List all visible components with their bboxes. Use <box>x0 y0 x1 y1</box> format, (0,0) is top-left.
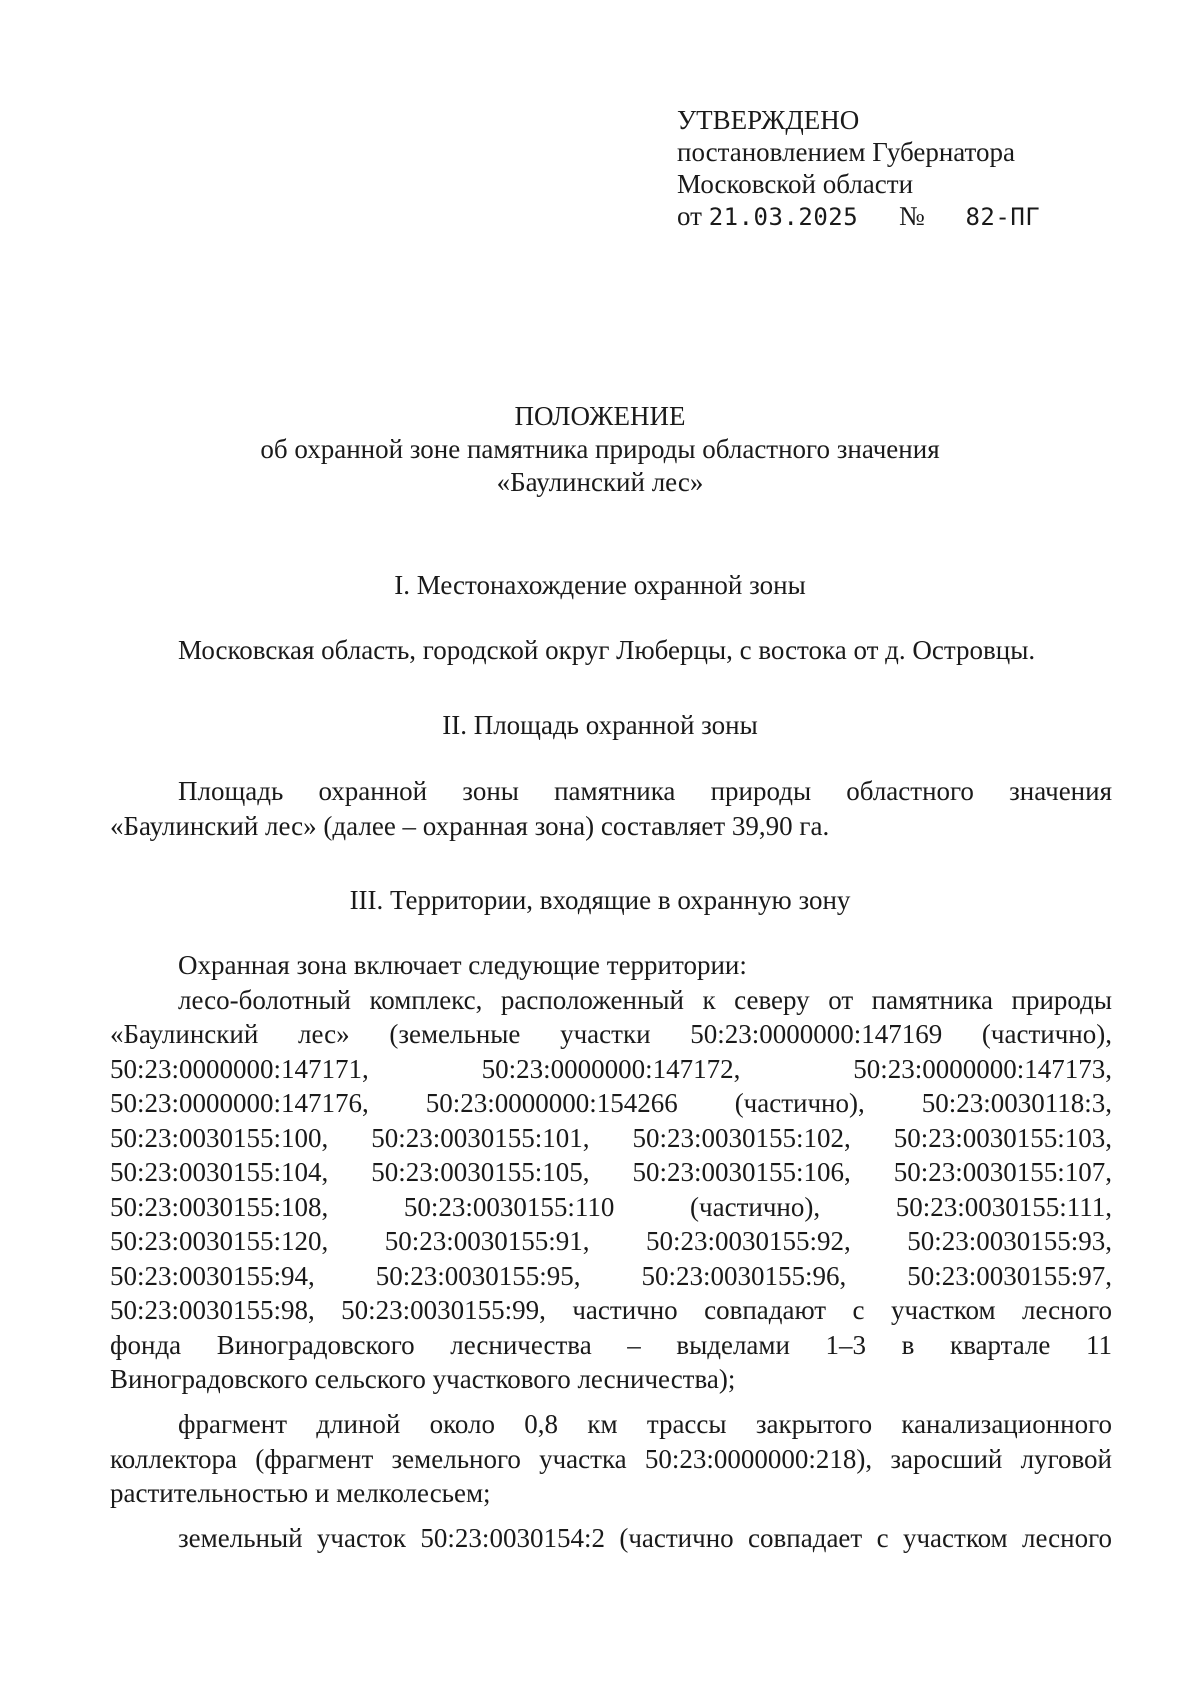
code-item: 50:23:0030155:108, <box>110 1191 329 1222</box>
approval-number-sign: № <box>898 201 925 231</box>
code-item: 50:23:0030155:102, <box>632 1122 851 1153</box>
item1-line12: Виноградовского сельского участкового лесничества); <box>110 1364 736 1394</box>
item1-line1: лесо-болотный комплекс, расположенный к северу от памятника природы <box>178 984 1112 1015</box>
item2-line3: растительностью и мелколесьем; <box>110 1478 491 1508</box>
item1-line10: 50:23:0030155:98, 50:23:0030155:99, частично совпадают с участком лесного <box>110 1295 1112 1325</box>
section3-intro: Охранная зона включает следующие территории: <box>178 950 747 980</box>
title-subject: об охранной зоне памятника природы областного значения <box>260 434 940 464</box>
code-item: 50:23:0030155:104, <box>110 1157 329 1187</box>
code-item: 50:23:0030155:111, <box>895 1191 1112 1222</box>
item2-line2: коллектора (фрагмент земельного участка 50:23:0000000:218), заросший луговой <box>110 1443 1112 1474</box>
code-item: 50:23:0030155:94, <box>110 1260 315 1291</box>
item3-line1: земельный участок 50:23:0030154:2 (частично совпадает с участком лесного <box>178 1523 1112 1553</box>
code-row <box>110 1224 1112 1259</box>
section2-text <box>110 774 1112 843</box>
approval-resolution: постановлением Губернатора <box>677 137 1015 167</box>
code-item: 50:23:0000000:147172, <box>481 1053 741 1084</box>
code-item: 50:23:0030155:101, <box>371 1122 590 1153</box>
section2-line1: Площадь охранной зоны памятника природы областного значения <box>178 776 1112 806</box>
approval-title: УТВЕРЖДЕНО <box>677 105 860 135</box>
code-row <box>110 1155 1112 1190</box>
section2-heading: II. Площадь охранной зоны <box>442 710 758 740</box>
code-item: 50:23:0030155:105, <box>371 1157 590 1187</box>
code-item: 50:23:0030155:91, <box>384 1226 590 1256</box>
code-item: 50:23:0000000:147171, <box>110 1053 369 1084</box>
code-item: 50:23:0030155:106, <box>632 1157 851 1187</box>
code-item: 50:23:0000000:147173, <box>853 1053 1112 1084</box>
code-item: 50:23:0030118:3, <box>921 1088 1112 1118</box>
approval-stamp <box>677 104 1040 233</box>
section3-heading: III. Территории, входящие в охранную зону <box>349 885 851 915</box>
code-item: 50:23:0030155:97, <box>907 1260 1112 1291</box>
code-item: 50:23:0030155:96, <box>641 1260 847 1291</box>
code-row <box>110 1121 1112 1156</box>
code-item: (частично), <box>690 1191 821 1222</box>
code-row <box>110 1259 1112 1294</box>
title-name: «Баулинский лес» <box>496 467 704 497</box>
approval-date: 21.03.2025 <box>708 203 859 231</box>
item1-tail <box>110 1293 1112 1397</box>
section2-line2: «Баулинский лес» (далее – охранная зона) составляет 39,90 га. <box>110 810 830 841</box>
item2-block <box>110 1407 1112 1511</box>
approval-from-label: от <box>677 201 702 231</box>
code-row <box>110 1052 1112 1087</box>
code-item: 50:23:0030155:110 <box>403 1191 615 1222</box>
code-item: 50:23:0030155:95, <box>375 1260 581 1291</box>
code-item: 50:23:0030155:107, <box>893 1157 1112 1187</box>
title-main: ПОЛОЖЕНИЕ <box>514 401 686 431</box>
code-item: 50:23:0030155:103, <box>893 1122 1112 1153</box>
code-item: 50:23:0030155:93, <box>907 1226 1112 1256</box>
code-item: (частично), <box>734 1088 865 1118</box>
document-title <box>100 400 1100 499</box>
approval-date-number <box>677 200 1040 233</box>
code-item: 50:23:0000000:147176, <box>110 1088 369 1118</box>
code-item: 50:23:0030155:92, <box>645 1226 851 1256</box>
section1-text: Московская область, городской округ Люберцы, с востока от д. Островцы. <box>178 635 1036 665</box>
item1-line11: фонда Виноградовского лесничества – выделами 1–3 в квартале 11 <box>110 1329 1112 1360</box>
code-item: 50:23:0030155:120, <box>110 1226 329 1256</box>
item3-block <box>110 1521 1112 1556</box>
approval-region: Московской области <box>677 169 914 199</box>
item2-line1: фрагмент длиной около 0,8 км трассы закрытого канализационного <box>178 1409 1112 1439</box>
code-item: 50:23:0030155:100, <box>110 1122 329 1153</box>
code-item: 50:23:0000000:154266 <box>425 1088 678 1118</box>
section1-heading: I. Местонахождение охранной зоны <box>394 570 806 600</box>
section3-intro-block <box>110 948 1112 1052</box>
code-row <box>110 1086 1112 1121</box>
approval-number: 82-ПГ <box>965 203 1041 231</box>
item1-line2: «Баулинский лес» (земельные участки 50:23:0000000:147169 (частично), <box>110 1019 1112 1049</box>
cadastral-codes <box>110 1052 1112 1294</box>
code-row <box>110 1190 1112 1225</box>
